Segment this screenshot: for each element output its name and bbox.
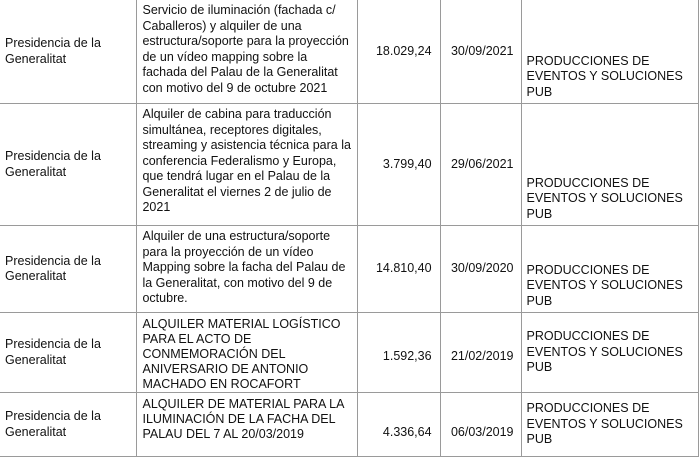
- organism-cell: Presidencia de la Generalitat: [0, 226, 137, 313]
- description-cell: Alquiler de una estructura/soporte para la proyección de un vídeo Mapping sobre la facha del Palau de la Generalitat, con motivo del 9 de octubre.: [137, 226, 357, 313]
- provider-cell: PRODUCCIONES DE EVENTOS Y SOLUCIONES PUB: [521, 226, 698, 313]
- amount-cell: 1.592,36: [357, 313, 440, 393]
- provider-cell: PRODUCCIONES DE EVENTOS Y SOLUCIONES PUB: [521, 393, 698, 457]
- table-row: [0, 0, 699, 104]
- amount-cell: 3.799,40: [357, 104, 440, 226]
- organism-cell: Presidencia de la Generalitat: [0, 313, 137, 393]
- date-cell: 29/06/2021: [440, 104, 521, 226]
- table-row: [0, 313, 699, 393]
- date-cell: 30/09/2021: [440, 0, 521, 104]
- date-cell: 30/09/2020: [440, 226, 521, 313]
- table-row: [0, 226, 699, 313]
- table-row: [0, 104, 699, 226]
- provider-cell: PRODUCCIONES DE EVENTOS Y SOLUCIONES PUB: [521, 313, 698, 393]
- provider-cell: PRODUCCIONES DE EVENTOS Y SOLUCIONES PUB: [521, 0, 698, 104]
- organism-cell: Presidencia de la Generalitat: [0, 104, 137, 226]
- amount-cell: 14.810,40: [357, 226, 440, 313]
- date-cell: 06/03/2019: [440, 393, 521, 457]
- description-cell: Alquiler de cabina para traducción simultánea, receptores digitales, streaming y asistencia técnica para la conferencia Federalismo y Europa, que tendrá lugar en el Palau de la Generalitat el viernes 2 de julio de 2021: [137, 104, 357, 226]
- date-cell: 21/02/2019: [440, 313, 521, 393]
- provider-cell: PRODUCCIONES DE EVENTOS Y SOLUCIONES PUB: [521, 104, 698, 226]
- description-cell: ALQUILER MATERIAL LOGÍSTICO PARA EL ACTO DE CONMEMORACIÓN DEL ANIVERSARIO DE ANTONIO MACHADO EN ROCAFORT: [137, 313, 357, 393]
- description-cell: ALQUILER DE MATERIAL PARA LA ILUMINACIÓN DE LA FACHA DEL PALAU DEL 7 AL 20/03/2019: [137, 393, 357, 457]
- description-cell: Servicio de iluminación (fachada c/ Caballeros) y alquiler de una estructura/soporte para la proyección de un vídeo mapping sobre la fachada del Palau de la Generalitat con motivo del 9 de octubre 2021: [137, 0, 357, 104]
- organism-cell: Presidencia de la Generalitat: [0, 0, 137, 104]
- amount-cell: 4.336,64: [357, 393, 440, 457]
- amount-cell: 18.029,24: [357, 0, 440, 104]
- organism-cell: Presidencia de la Generalitat: [0, 393, 137, 457]
